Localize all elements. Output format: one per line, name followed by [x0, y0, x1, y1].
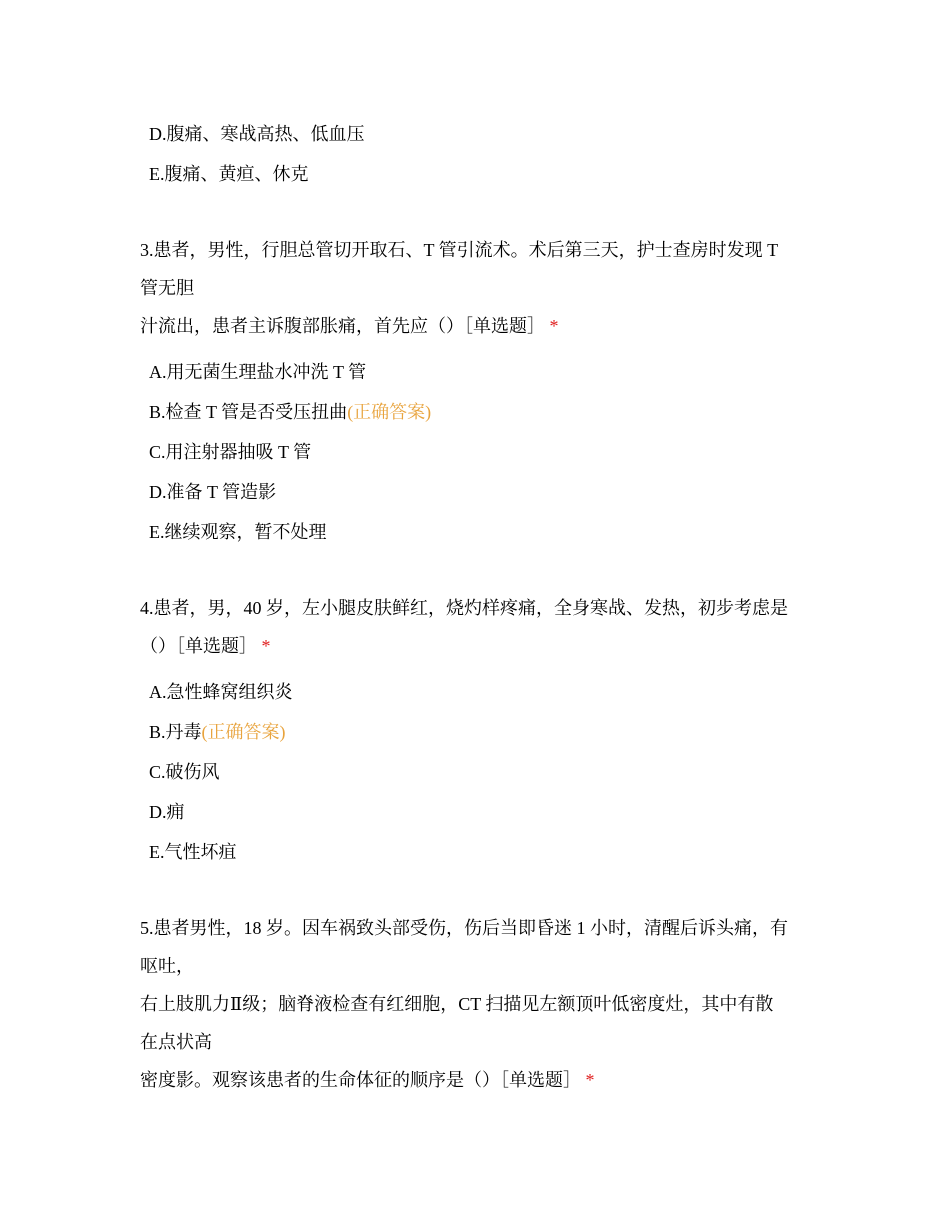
q4-stem-text: （）［单选题］ — [140, 636, 257, 656]
q3-option-d: D.准备 T 管造影 — [149, 482, 277, 502]
q4-option-d: D.痈 — [149, 802, 185, 822]
q4-option-b-text: B.丹毒 — [149, 722, 202, 742]
q3-required-marker: * — [549, 316, 559, 336]
q4-option-a: A.急性蜂窝组织炎 — [149, 682, 293, 702]
q4-option-e: E.气性坏疽 — [149, 842, 237, 862]
q5-stem-line-5 — [140, 1068, 595, 1092]
q2-option-e: E.腹痛、黄疸、休克 — [149, 164, 309, 184]
q3-option-c: C.用注射器抽吸 T 管 — [149, 442, 312, 462]
q2-option-d: D.腹痛、寒战高热、低血压 — [149, 124, 365, 144]
q3-correct-answer-label: (正确答案) — [347, 402, 432, 422]
q5-stem-line-4: 在点状高 — [140, 1032, 212, 1052]
q5-required-marker: * — [585, 1070, 595, 1090]
q3-stem-line-2: 管无胆 — [140, 278, 194, 298]
q4-stem-line-2 — [140, 634, 271, 658]
q4-correct-answer-label: (正确答案) — [201, 722, 286, 742]
q3-stem-line-3 — [140, 314, 559, 338]
q5-stem-line-1: 5.患者男性，18 岁。因车祸致头部受伤，伤后当即昏迷 1 小时，清醒后诉头痛，有 — [140, 918, 788, 938]
q5-stem-text: 密度影。观察该患者的生命体征的顺序是（）［单选题］ — [140, 1070, 581, 1090]
q3-option-e: E.继续观察，暂不处理 — [149, 522, 327, 542]
q3-stem-text: 汁流出，患者主诉腹部胀痛，首先应（）［单选题］ — [140, 316, 545, 336]
q3-option-b — [149, 400, 431, 424]
q4-option-b — [149, 720, 286, 744]
q4-option-c: C.破伤风 — [149, 762, 220, 782]
q4-stem-line-1: 4.患者，男，40 岁，左小腿皮肤鲜红，烧灼样疼痛，全身寒战、发热，初步考虑是 — [140, 598, 788, 618]
q5-stem-line-2: 呕吐， — [140, 956, 194, 976]
q3-option-a: A.用无菌生理盐水冲洗 T 管 — [149, 362, 367, 382]
q4-required-marker: * — [261, 636, 271, 656]
q3-option-b-text: B.检查 T 管是否受压扭曲 — [149, 402, 348, 422]
q3-stem-line-1: 3.患者，男性，行胆总管切开取石、T 管引流术。术后第三天，护士查房时发现 T — [140, 240, 779, 260]
q5-stem-line-3: 右上肢肌力Ⅱ级；脑脊液检查有红细胞，CT 扫描见左额顶叶低密度灶，其中有散 — [140, 994, 774, 1014]
